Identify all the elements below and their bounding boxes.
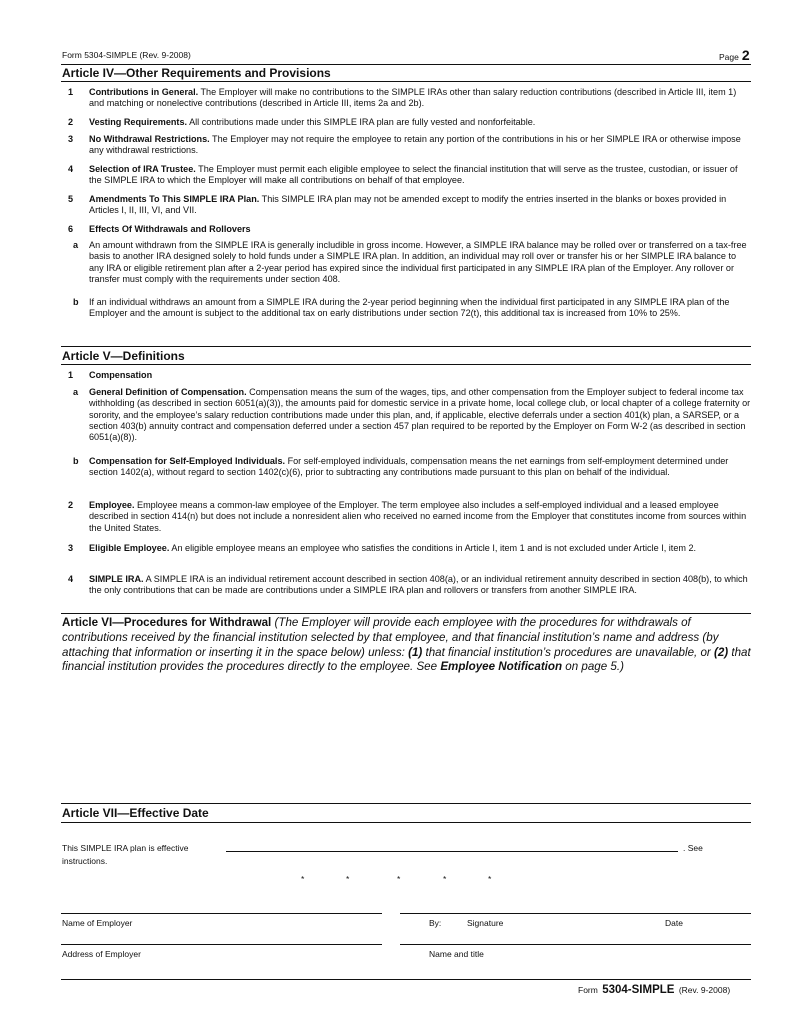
article-5-item-1a — [89, 387, 752, 443]
item-heading: Selection of IRA Trustee. — [89, 164, 196, 174]
item-heading: Compensation — [89, 370, 153, 380]
divider — [61, 364, 751, 365]
separator-star: * — [488, 874, 492, 884]
divider — [61, 613, 751, 614]
item-text: All contributions made under this SIMPLE IRA plan are fully vested and nonforfeitable. — [187, 117, 536, 127]
name-and-title-field[interactable] — [400, 944, 751, 945]
item-letter: b — [73, 297, 79, 307]
item-text: For self-employed individuals, compensation means the net earnings from self-employment determined under section 1402(a), without regard to section 1402(c)(6), prior to subtracting any contributions made pursuant to this plan on behalf of the individual. — [89, 456, 729, 478]
article-4-item-3 — [89, 134, 752, 157]
separator-star: * — [443, 874, 447, 884]
item-number: 5 — [68, 194, 74, 204]
signature-field[interactable] — [400, 913, 751, 914]
option-2: (2) — [714, 645, 729, 659]
divider — [61, 822, 751, 823]
article-4-item-4 — [89, 164, 752, 187]
page-number: 2 — [741, 47, 750, 63]
form-number: 5304-SIMPLE — [602, 984, 675, 996]
item-heading: Compensation for Self-Employed Individuals. — [89, 456, 286, 466]
employer-name-field[interactable] — [61, 913, 382, 914]
form-word: Form — [578, 985, 598, 995]
item-number: 2 — [68, 117, 74, 127]
form-header-label: Form 5304-SIMPLE (Rev. 9-2008) — [62, 50, 191, 60]
by-label: By: — [429, 918, 442, 928]
item-text: Employee means a common-law employee of the Employer. The term employee also includes a self-employed individual and a leased employee described in section 414(n) but does not include a nonresident alien who received no earned income from the Employer that constitutes income from sources within the United States. — [89, 500, 747, 533]
date-label: Date — [665, 918, 683, 928]
see-label: . See — [683, 843, 703, 853]
item-number: 4 — [68, 574, 74, 584]
item-heading: Eligible Employee. — [89, 543, 170, 553]
item-number: 3 — [68, 543, 74, 553]
item-heading: Employee. — [89, 500, 135, 510]
item-number: 4 — [68, 164, 74, 174]
article-5-title: Article V—Definitions — [62, 349, 185, 363]
item-number: 6 — [68, 224, 74, 234]
item-number: 3 — [68, 134, 74, 144]
article-4-item-6b — [89, 297, 752, 320]
item-heading: Effects Of Withdrawals and Rollovers — [89, 224, 251, 234]
article-4-item-1 — [89, 87, 752, 110]
item-text: This SIMPLE IRA plan may not be amended except to modify the entries inserted in the blanks or boxes provided in Articles I, II, III, VI, and VII. — [89, 194, 727, 216]
option-1: (1) — [408, 645, 423, 659]
item-number: 1 — [68, 370, 74, 380]
divider — [61, 81, 751, 82]
separator-star: * — [301, 874, 305, 884]
article-6-procedures: Article VI—Procedures for Withdrawal (The Employer will provide each employee with the procedures for withdrawals of contributions received by the financial institution selected by that employee, and that financial institution’s name and address (by attaching that information or inserting it in the space below) unless: (1) that financial institution’s procedures are unavailable, or (2) that financial institution provides the procedures directly to the employee. See Employee Notification on page 5.) — [62, 616, 751, 674]
article-5-item-4 — [89, 574, 752, 597]
article-7-title: Article VII—Effective Date — [62, 806, 209, 820]
item-heading: Contributions in General. — [89, 87, 199, 97]
article-6-text: (The Employer will provide each employee with the procedures for withdrawals of contributions received by the financial institution selected by that employee, and that financial institution’s name and address (by attaching that information or inserting it in the space below) unless: — [62, 616, 719, 659]
article-5-item-1b — [89, 456, 752, 479]
item-text: The Employer will make no contributions to the SIMPLE IRAs other than salary reduction contributions (described in Article III, item 1) and matching or nonelective contributions (described in Article III, items 2a and 2b). — [89, 87, 737, 109]
address-of-employer-label: Address of Employer — [62, 949, 141, 959]
item-text: Compensation means the sum of the wages, tips, and other compensation from the Employer subject to federal income tax withholding (as described in section 6051(a)(3)), the amounts paid for domestic service in a private home, local college club, or local chapter of a college fraternity or sorority, and the employee’s salary reduction contributions made under this plan, and, if applicable, elective deferrals under a section 401(k) plan, a SARSEP, or a section 403(b) annuity contract and compensation deferred under a section 457 plan required to be reported by the Employer on Form W-2 (as described in section 6051(a)(8)). — [89, 387, 751, 443]
divider — [61, 346, 751, 347]
article-4-item-5 — [89, 194, 752, 217]
item-text: An amount withdrawn from the SIMPLE IRA is generally includible in gross income. However, a SIMPLE IRA balance may be rolled over or transferred on a tax-free basis to another IRA designed solely to hold funds under a SIMPLE IRA plan. In addition, an individual may roll over or transfer his or her SIMPLE IRA balance to any IRA or eligible retirement plan after a 2-year period has expired since the individual first participated in any SIMPLE IRA plan of the Employer. Any rollover or transfer must comply with the requirements under section 408. — [89, 240, 747, 284]
employee-notification-ref: Employee Notification — [440, 660, 563, 674]
item-text: The Employer must permit each eligible employee to select the financial institution that will serve as the trustee, custodian, or issuer of the SIMPLE IRA to which the Employer will make all contributions on behalf of that employee. — [89, 164, 738, 186]
article-4-item-6 — [89, 224, 752, 235]
divider — [61, 979, 751, 980]
item-number: 1 — [68, 87, 74, 97]
article-4-item-2 — [89, 117, 752, 128]
item-text: If an individual withdraws an amount from a SIMPLE IRA during the 2-year period beginning when the individual first participated in any SIMPLE IRA plan of the Employer and the amount is subject to the additional tax on early distributions under section 72(t), this additional tax is increased from 10% to 25%. — [89, 297, 730, 319]
item-letter: a — [73, 240, 79, 250]
item-text: A SIMPLE IRA is an individual retirement account described in section 408(a), or an individual retirement annuity described in section 408(b), to which the only contributions that can be made are contributions under a SIMPLE IRA plan and rollovers or transfers from another SIMPLE IRA. — [89, 574, 748, 596]
item-text: The Employer may not require the employee to retain any portion of the contributions in his or her SIMPLE IRA or otherwise impose any withdrawal restrictions. — [89, 134, 741, 156]
divider — [61, 803, 751, 804]
item-letter: b — [73, 456, 79, 466]
divider — [61, 64, 751, 65]
article-4-title: Article IV—Other Requirements and Provisions — [62, 66, 331, 80]
instructions-label: instructions. — [62, 856, 108, 866]
employer-address-field[interactable] — [61, 944, 382, 945]
item-number: 2 — [68, 500, 74, 510]
item-letter: a — [73, 387, 79, 397]
item-heading: No Withdrawal Restrictions. — [89, 134, 210, 144]
separator-star: * — [346, 874, 350, 884]
article-5-item-3 — [89, 543, 752, 554]
item-heading: General Definition of Compensation. — [89, 387, 247, 397]
name-and-title-label: Name and title — [429, 949, 484, 959]
form-revision: (Rev. 9-2008) — [678, 985, 731, 995]
item-heading: Amendments To This SIMPLE IRA Plan. — [89, 194, 260, 204]
page-label: Page — [719, 52, 739, 62]
name-of-employer-label: Name of Employer — [62, 918, 133, 928]
signature-label: Signature — [467, 918, 504, 928]
article-5-item-2 — [89, 500, 752, 534]
effective-date-field[interactable] — [226, 851, 678, 852]
form-footer — [578, 984, 730, 996]
item-heading: Vesting Requirements. — [89, 117, 188, 127]
article-6-title: Article VI—Procedures for Withdrawal — [62, 616, 272, 629]
item-heading: SIMPLE IRA. — [89, 574, 144, 584]
item-text: An eligible employee means an employee who satisfies the conditions in Article I, item 1 and is not excluded under Article I, item 2. — [169, 543, 697, 553]
article-5-item-1 — [89, 370, 752, 381]
article-4-item-6a — [89, 240, 752, 285]
separator-star: * — [397, 874, 401, 884]
page-indicator — [719, 47, 750, 63]
effective-date-label: This SIMPLE IRA plan is effective — [62, 843, 189, 853]
